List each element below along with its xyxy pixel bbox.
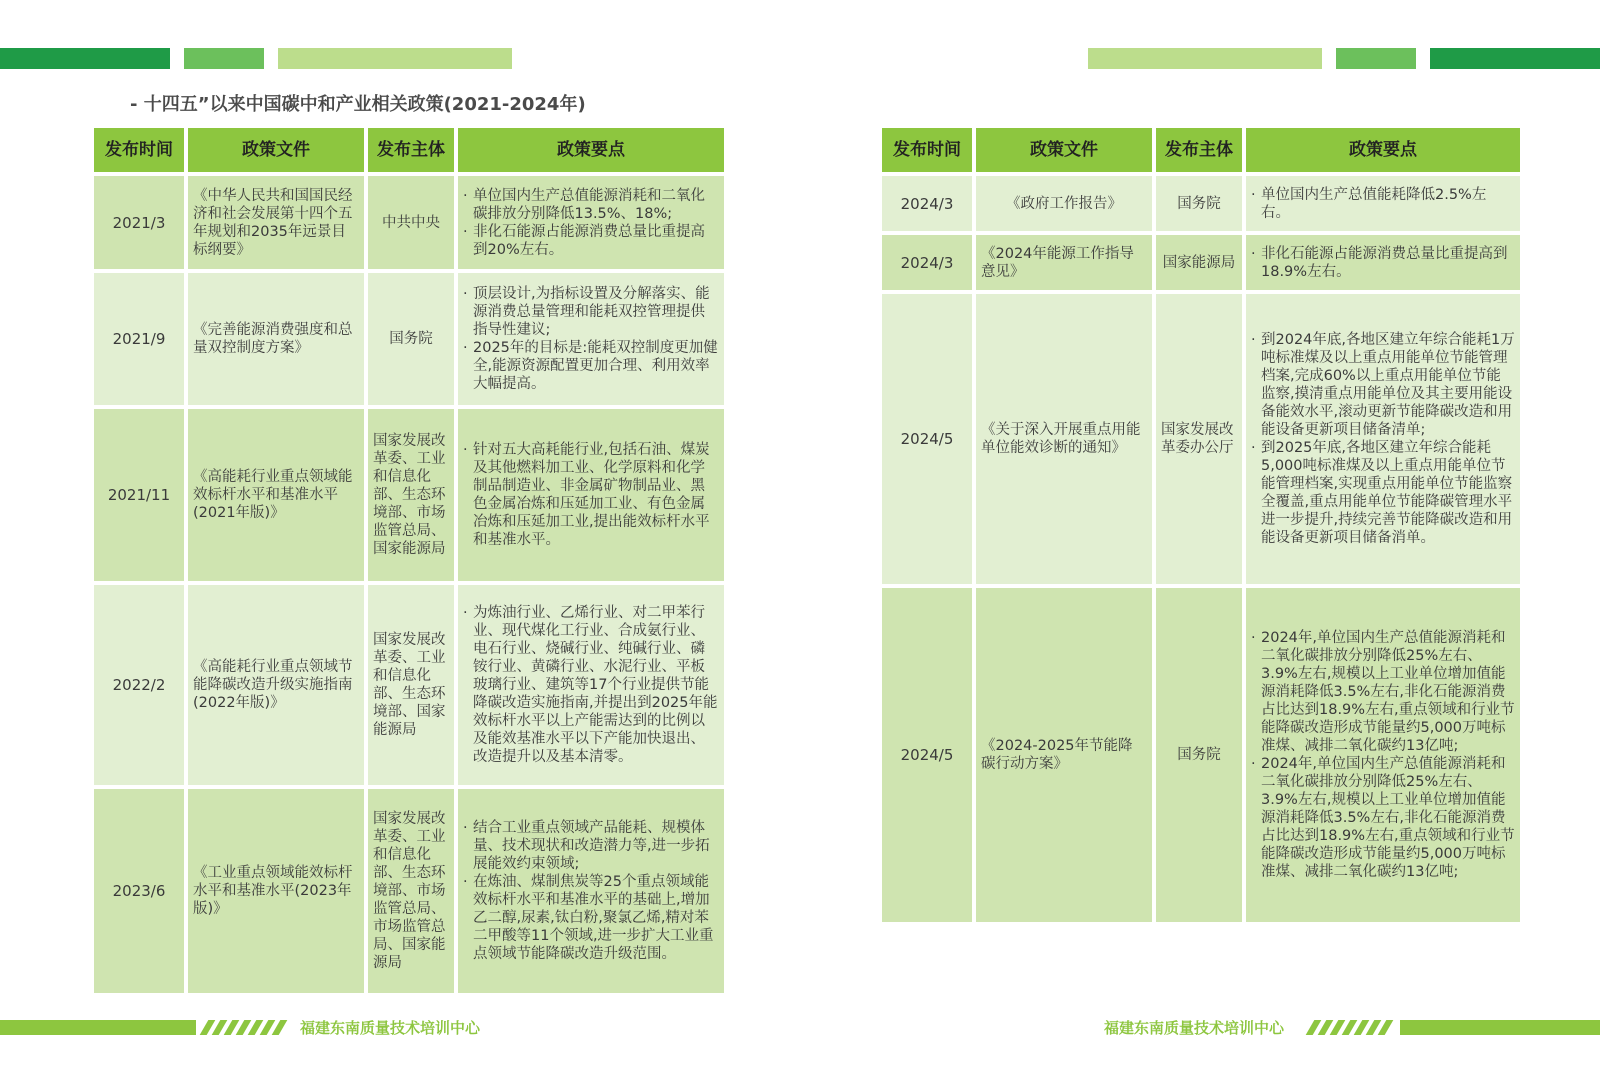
key-point: · 2025年的目标是:能耗双控制度更加健全,能源资源配置更加合理、利用效率大幅提高。	[463, 339, 719, 393]
top-bar-mid-left	[184, 48, 264, 69]
cell-document: 《工业重点领域能效标杆水平和基准水平(2023年版)》	[188, 789, 364, 993]
cell-date: 2021/9	[94, 273, 184, 405]
table-header-row	[94, 128, 724, 172]
policy-table-left	[90, 124, 728, 997]
cell-key-points	[458, 409, 724, 581]
top-bar-mid-right	[1336, 48, 1416, 69]
cell-key-points	[1246, 294, 1520, 584]
cell-key-points	[458, 789, 724, 993]
footer-org-name-left: 福建东南质量技术培训中心	[300, 1019, 481, 1037]
footer-org-name-right: 福建东南质量技术培训中心	[1104, 1019, 1285, 1037]
key-point: · 到2024年底,各地区建立年综合能耗1万吨标准煤及以上重点用能单位节能管理档案,完成60%以上重点用能单位节能监察,摸清重点用能单位及其主要用能设备能效水平,滚动更新节能降碳改造和用能设备更新项目储备清单;	[1251, 331, 1515, 439]
footer-stripes-right	[1310, 1020, 1389, 1035]
cell-key-points	[1246, 176, 1520, 231]
cell-document: 《完善能源消费强度和总量双控制度方案》	[188, 273, 364, 405]
cell-issuer: 国务院	[1156, 176, 1242, 231]
table-row	[94, 789, 724, 993]
table-row	[882, 235, 1520, 290]
cell-date: 2021/11	[94, 409, 184, 581]
key-point: · 针对五大高耗能行业,包括石油、煤炭及其他燃料加工业、化学原料和化学制品制造业、非金属矿物制品业、黑色金属冶炼和压延加工业、有色金属冶炼和压延加工业,提出能效标杆水平和基准水平。	[463, 441, 719, 549]
cell-issuer: 国务院	[368, 273, 454, 405]
cell-key-points	[458, 273, 724, 405]
cell-document: 《中华人民共和国国民经济和社会发展第十四个五年规划和2035年远景目标纲要》	[188, 176, 364, 269]
top-bar-light-right	[1088, 48, 1322, 69]
cell-date: 2024/3	[882, 176, 972, 231]
key-point: · 非化石能源占能源消费总量比重提高到20%左右。	[463, 223, 719, 259]
cell-key-points	[458, 585, 724, 785]
top-bar-dark-left	[0, 48, 170, 69]
cell-date: 2022/2	[94, 585, 184, 785]
cell-date: 2021/3	[94, 176, 184, 269]
key-point: · 在炼油、煤制焦炭等25个重点领域能效标杆水平和基准水平的基础上,增加乙二醇,尿素,钛白粉,聚氯乙烯,精对苯二甲酸等11个领域,进一步扩大工业重点领域节能降碳改造升级范围。	[463, 873, 719, 963]
header-document: 政策文件	[976, 128, 1152, 172]
table-row	[882, 176, 1520, 231]
cell-document: 《2024年能源工作指导意见》	[976, 235, 1152, 290]
key-point: · 单位国内生产总值能耗降低2.5%左右。	[1251, 186, 1515, 222]
table-row	[94, 273, 724, 405]
key-point: · 为炼油行业、乙烯行业、对二甲苯行业、现代煤化工行业、合成氨行业、电石行业、烧碱行业、纯碱行业、磷铵行业、黄磷行业、水泥行业、平板玻璃行业、建筑等17个行业提供节能降碳改造实施指南,并提出到2025年能效标杆水平以上产能需达到的比例以及能效基准水平以下产能加快退出、改造提升以及基本清零。	[463, 604, 719, 766]
key-point: · 顶层设计,为指标设置及分解落实、能源消费总量管理和能耗双控管理提供指导性建议;	[463, 285, 719, 339]
cell-issuer: 国务院	[1156, 588, 1242, 922]
footer-stripes-left	[204, 1020, 283, 1035]
cell-date: 2024/5	[882, 294, 972, 584]
cell-date: 2024/3	[882, 235, 972, 290]
page-title: - 十四五”以来中国碳中和产业相关政策(2021-2024年)	[130, 94, 586, 115]
header-issuer: 发布主体	[368, 128, 454, 172]
cell-issuer: 中共中央	[368, 176, 454, 269]
header-date: 发布时间	[94, 128, 184, 172]
header-key-points: 政策要点	[458, 128, 724, 172]
cell-key-points	[458, 176, 724, 269]
cell-document: 《高能耗行业重点领域节能降碳改造升级实施指南(2022年版)》	[188, 585, 364, 785]
cell-date: 2024/5	[882, 588, 972, 922]
key-point: · 2024年,单位国内生产总值能源消耗和二氧化碳排放分别降低25%左右、3.9%左右,规模以上工业单位增加值能源消耗降低3.5%左右,非化石能源消费占比达到18.9%左右,重点领域和行业节能降碳改造形成节能量约5,000万吨标准煤、减排二氧化碳约13亿吨;	[1251, 629, 1515, 755]
header-document: 政策文件	[188, 128, 364, 172]
cell-issuer: 国家发展改革委办公厅	[1156, 294, 1242, 584]
cell-issuer: 国家能源局	[1156, 235, 1242, 290]
table-row	[94, 176, 724, 269]
key-point: · 单位国内生产总值能源消耗和二氧化碳排放分别降低13.5%、18%;	[463, 187, 719, 223]
policy-table-right	[878, 124, 1524, 926]
cell-key-points	[1246, 588, 1520, 922]
table-row	[94, 585, 724, 785]
cell-date: 2023/6	[94, 789, 184, 993]
cell-document: 《政府工作报告》	[976, 176, 1152, 231]
header-date: 发布时间	[882, 128, 972, 172]
top-bar-light-left	[278, 48, 512, 69]
cell-issuer: 国家发展改革委、工业和信息化部、生态环境部、市场监管总局、国家能源局	[368, 409, 454, 581]
cell-key-points	[1246, 235, 1520, 290]
key-point: · 结合工业重点领域产品能耗、规模体量、技术现状和改造潜力等,进一步拓展能效约束领域;	[463, 819, 719, 873]
cell-issuer: 国家发展改革委、工业和信息化部、生态环境部、国家能源局	[368, 585, 454, 785]
table-row	[882, 294, 1520, 584]
header-key-points: 政策要点	[1246, 128, 1520, 172]
cell-issuer: 国家发展改革委、工业和信息化部、生态环境部、市场监管总局、市场监管总局、国家能源局	[368, 789, 454, 993]
key-point: · 非化石能源占能源消费总量比重提高到18.9%左右。	[1251, 245, 1515, 281]
table-row	[882, 588, 1520, 922]
footer-line-left	[0, 1020, 196, 1035]
table-row	[94, 409, 724, 581]
table-header-row	[882, 128, 1520, 172]
cell-document: 《高能耗行业重点领域能效标杆水平和基准水平(2021年版)》	[188, 409, 364, 581]
key-point: · 2024年,单位国内生产总值能源消耗和二氧化碳排放分别降低25%左右、3.9%左右,规模以上工业单位增加值能源消耗降低3.5%左右,非化石能源消费占比达到18.9%左右,重点领域和行业节能降碳改造形成节能量约5,000万吨标准煤、减排二氧化碳约13亿吨;	[1251, 755, 1515, 881]
header-issuer: 发布主体	[1156, 128, 1242, 172]
cell-document: 《2024-2025年节能降碳行动方案》	[976, 588, 1152, 922]
top-bar-dark-right	[1430, 48, 1600, 69]
footer-line-right	[1400, 1020, 1600, 1035]
key-point: · 到2025年底,各地区建立年综合能耗5,000吨标准煤及以上重点用能单位节能管理档案,实现重点用能单位节能监察全覆盖,重点用能单位节能降碳管理水平进一步提升,持续完善节能降碳改造和用能设备更新项目储备消单。	[1251, 439, 1515, 547]
cell-document: 《关于深入开展重点用能单位能效诊断的通知》	[976, 294, 1152, 584]
